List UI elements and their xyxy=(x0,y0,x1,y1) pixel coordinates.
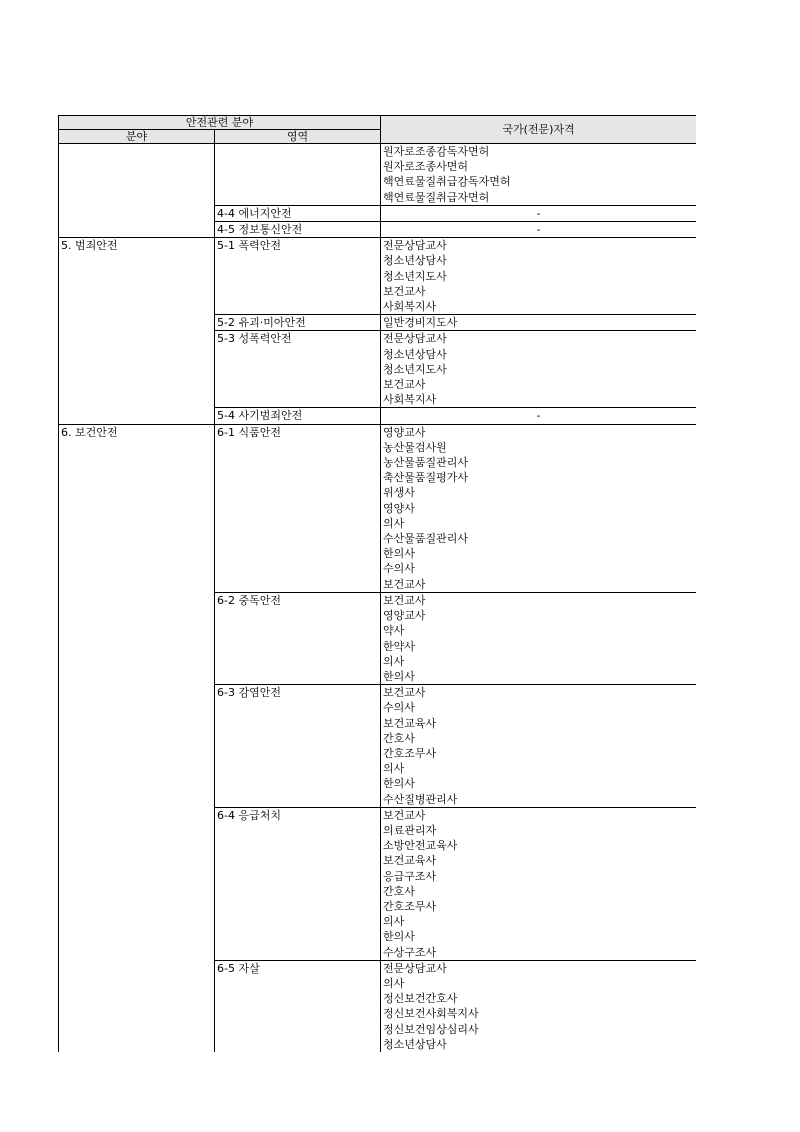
header-group: 안전관련 분야 xyxy=(59,116,381,130)
qualification-item: 청소년상담사 xyxy=(383,254,447,268)
qualification-item: 원자로조종감독자면허 xyxy=(383,145,490,158)
qualification-table xyxy=(58,115,696,1052)
qualification-cell xyxy=(381,807,696,960)
table-row xyxy=(59,238,697,315)
qualification-item: 보건교사 xyxy=(383,284,426,298)
qualification-item: 한의사 xyxy=(383,777,415,791)
qualification-cell xyxy=(381,331,696,408)
qualification-item: 전문상담교사 xyxy=(383,239,447,253)
qualification-item: 핵연료물질취급감독자면허 xyxy=(383,175,511,189)
qualification-item: 수상구조사 xyxy=(383,945,437,959)
qualification-item: 약사 xyxy=(383,624,405,638)
qualification-cell: - xyxy=(381,408,696,424)
qualification-item: 수산물품질관리사 xyxy=(383,532,469,546)
header-qualification: 국가(전문)자격 xyxy=(381,116,696,144)
area-cell: 6-2 중독안전 xyxy=(215,592,381,684)
qualification-item: 사회복지사 xyxy=(383,393,437,407)
qualification-cell xyxy=(381,685,696,808)
qualification-cell xyxy=(381,960,696,1052)
header-field: 분야 xyxy=(59,130,215,144)
qualification-item: 보건교육사 xyxy=(383,854,437,868)
area-cell: 5-2 유괴·미아안전 xyxy=(215,315,381,331)
qualification-item: 농산물품질관리사 xyxy=(383,456,469,470)
qualification-item: 한의사 xyxy=(383,930,415,944)
qualification-cell xyxy=(381,238,696,315)
qualification-item: 한의사 xyxy=(383,669,415,683)
qualification-item: 영양교사 xyxy=(383,425,426,439)
area-cell: 5-4 사기범죄안전 xyxy=(215,408,381,424)
qualification-item: 수의사 xyxy=(383,562,415,576)
qualification-cell xyxy=(381,424,696,592)
qualification-item: 보건교사 xyxy=(383,593,426,607)
area-cell: 6-1 식품안전 xyxy=(215,424,381,592)
field-cell xyxy=(59,144,215,238)
qualification-item: 원자로조종사면허 xyxy=(383,160,469,174)
area-cell: 4-4 에너지안전 xyxy=(215,205,381,221)
qualification-item: 위생사 xyxy=(383,486,415,500)
qualification-item: 정신보건임상심리사 xyxy=(383,1022,479,1036)
qualification-cell: - xyxy=(381,205,696,221)
qualification-item: 사회복지사 xyxy=(383,300,437,314)
qualification-item: 전문상담교사 xyxy=(383,961,447,975)
area-cell: 4-5 정보통신안전 xyxy=(215,222,381,238)
field-cell: 6. 보건안전 xyxy=(59,424,215,1052)
qualification-item: 청소년상담사 xyxy=(383,1037,447,1051)
qualification-item: 정신보건간호사 xyxy=(383,992,458,1006)
qualification-item: 보건교사 xyxy=(383,808,426,822)
qualification-cell xyxy=(381,592,696,684)
qualification-item: 의료관리자 xyxy=(383,823,437,837)
area-cell: 5-3 성폭력안전 xyxy=(215,331,381,408)
qualification-cell xyxy=(381,144,696,206)
qualification-item: 의사 xyxy=(383,654,405,668)
qualification-item: 의사 xyxy=(383,976,405,990)
qualification-item: 정신보건사회복지사 xyxy=(383,1007,479,1021)
qualification-item: 보건교육사 xyxy=(383,716,437,730)
qualification-item: 한의사 xyxy=(383,547,415,561)
qualification-item: 보건교사 xyxy=(383,686,426,700)
qualification-item: 간호조무사 xyxy=(383,899,437,913)
area-cell: 6-5 자살 xyxy=(215,960,381,1052)
qualification-item: 의사 xyxy=(383,516,405,530)
qualification-item: 전문상담교사 xyxy=(383,332,447,346)
qualification-item: 간호조무사 xyxy=(383,746,437,760)
qualification-item: 응급구조사 xyxy=(383,869,437,883)
qualification-item: 소방안전교육사 xyxy=(383,839,458,853)
qualification-item: 청소년지도사 xyxy=(383,269,447,283)
qualification-table-container xyxy=(58,115,696,1052)
field-cell: 5. 범죄안전 xyxy=(59,238,215,424)
header-area: 영역 xyxy=(215,130,381,144)
qualification-item: 농산물검사원 xyxy=(383,440,447,454)
area-cell xyxy=(215,144,381,206)
qualification-item: 수의사 xyxy=(383,701,415,715)
qualification-item: 청소년지도사 xyxy=(383,362,447,376)
qualification-item: 영양교사 xyxy=(383,609,426,623)
qualification-item: 의사 xyxy=(383,915,405,929)
qualification-item: 의사 xyxy=(383,762,405,776)
qualification-item: 영양사 xyxy=(383,501,415,515)
qualification-item: 보건교사 xyxy=(383,577,426,591)
qualification-cell: - xyxy=(381,222,696,238)
table-row xyxy=(59,144,697,206)
qualification-item: 핵연료물질취급자면허 xyxy=(383,190,490,204)
qualification-item: 축산물품질평가사 xyxy=(383,471,469,485)
qualification-item: 간호사 xyxy=(383,731,415,745)
header-row-top xyxy=(59,116,697,130)
qualification-cell: 일반경비지도사 xyxy=(381,315,696,331)
area-cell: 6-4 응급처치 xyxy=(215,807,381,960)
area-cell: 6-3 감염안전 xyxy=(215,685,381,808)
qualification-item: 보건교사 xyxy=(383,378,426,392)
qualification-item: 청소년상담사 xyxy=(383,347,447,361)
area-cell: 5-1 폭력안전 xyxy=(215,238,381,315)
table-row xyxy=(59,424,697,592)
qualification-item: 간호사 xyxy=(383,884,415,898)
qualification-item: 한약사 xyxy=(383,639,415,653)
qualification-item: 수산질병관리사 xyxy=(383,792,458,806)
